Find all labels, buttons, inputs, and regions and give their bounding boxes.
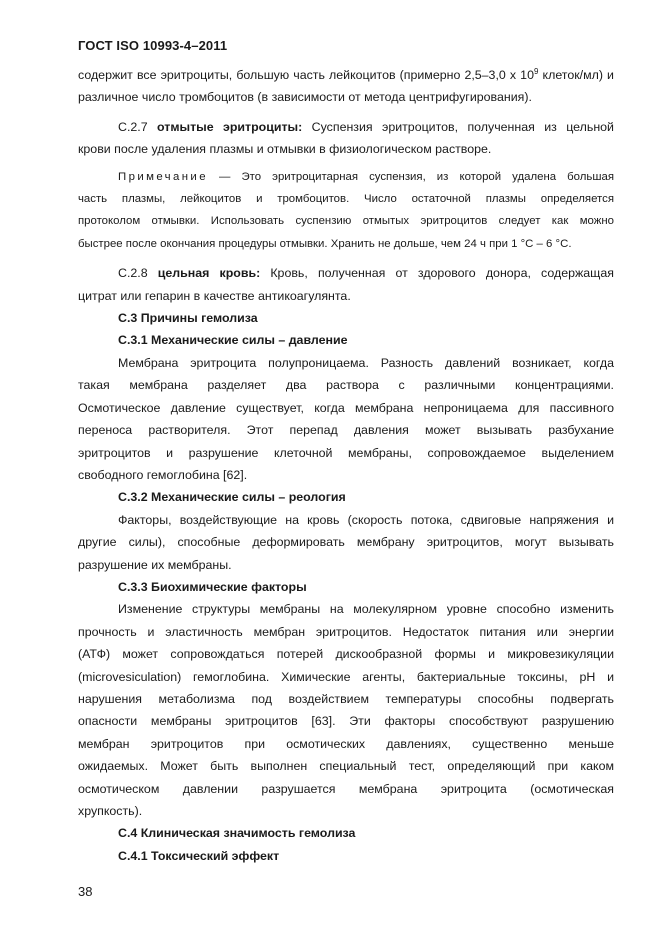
section-heading: С.3 Причины гемолиза [118,311,258,326]
paragraph-line [78,64,614,86]
paragraph-line: опасности мембраны эритроцитов [63]. Эти факторы способствуют разрушению [78,714,614,729]
paragraph-line: (microvesiculation) гемоглобина. Химические агенты, бактериальные токсины, pH и [78,669,614,684]
clause-number: С.2.7 [118,119,148,134]
note-line [78,166,614,188]
subsection-heading: С.3.1 Механические силы – давление [118,333,348,348]
definition-c27 [78,116,614,138]
paragraph-line: Факторы, воздействующие на кровь (скорость потока, сдвиговые напряжения и [118,512,614,527]
subsection-heading: С.3.2 Механические силы – реология [118,490,346,505]
text-run: содержит все эритроциты, большую часть лейкоцитов (примерно 2,5–3,0 х 10 [78,68,534,82]
paragraph-line: переноса растворителя. Этот перепад давления может вызывать разбухание [78,423,614,438]
text-run: Кровь, полученная от здорового донора, содержащая [270,266,614,281]
paragraph-line: разрушение их мембраны. [78,557,232,572]
note-line: протоколом отмывки. Использовать суспензию отмытых эритроцитов следует как можно [78,215,614,228]
paragraph-line: осмотическом давлении разрушается мембрана эритроцита (осмотическая [78,781,614,796]
defined-term: отмытые эритроциты: [157,119,303,134]
note-line: быстрее после окончания процедуры отмывки. Хранить не дольше, чем 24 ч при 1 °С – 6 °С. [78,237,572,250]
clause-number: С.2.8 [118,266,148,281]
page-number: 38 [78,884,93,899]
note-label: Примечание [118,170,208,183]
paragraph-line: прочность и эластичность мембран эритроцитов. Недостаток питания или энергии [78,624,614,639]
subsection-heading: С.3.3 Биохимические факторы [118,579,307,594]
defined-term: цельная кровь: [157,266,261,281]
text-run: — Это эритроцитарная суспензия, из которой удалена большая [219,170,614,183]
note-line: часть плазмы, лейкоцитов и тромбоцитов. Число остаточной плазмы определяется [78,193,614,206]
document-header: ГОСТ ISO 10993-4–2011 [78,38,228,53]
paragraph-line: другие силы), способные деформировать мембрану эритроцитов, могут вызывать [78,535,614,550]
paragraph-line: хрупкость). [78,804,143,818]
paragraph-line: Мембрана эритроцита полупроницаема. Разность давлений возникает, когда [118,355,614,370]
definition-c28 [78,262,614,284]
paragraph-line: ожидаемых. Может быть выполнен специальный тест, определяющий при каком [78,759,614,774]
text-run: Суспензия эритроцитов, полученная из цельной [311,119,614,134]
paragraph-line: нарушения метаболизма под воздействием температуры способны подвергать [78,691,614,706]
section-heading: С.4 Клиническая значимость гемолиза [118,826,356,841]
subsection-heading: С.4.1 Токсический эффект [118,848,280,863]
paragraph-line: такая мембрана разделяет два раствора с различными концентрациями. [78,378,614,393]
document-body [78,64,614,867]
paragraph-line: крови после удаления плазмы и отмывки в физиологическом растворе. [78,142,492,157]
paragraph-line: мембран эритроцитов при осмотических давлениях, существенно меньше [78,736,614,751]
superscript: 9 [533,67,539,76]
paragraph-line: цитрат или гепарин в качестве антикоагулянта. [78,288,351,303]
paragraph-line: свободного гемоглобина [62]. [78,467,248,482]
paragraph-line: различное число тромбоцитов (в зависимости от метода центрифугирования). [78,90,532,105]
paragraph-line: (АТФ) может сопровождаться потерей дискообразной формы и микровезикуляции [78,647,614,662]
paragraph-line: эритроцитов и разрушение клеточной мембраны, сопровождаемое выделением [78,445,614,460]
text-run: клеток/мл) и [538,68,614,82]
paragraph-line: Осмотическое давление существует, когда мембрана непроницаема для пассивного [78,400,614,415]
paragraph-line: Изменение структуры мембраны на молекулярном уровне способно изменить [118,602,614,617]
